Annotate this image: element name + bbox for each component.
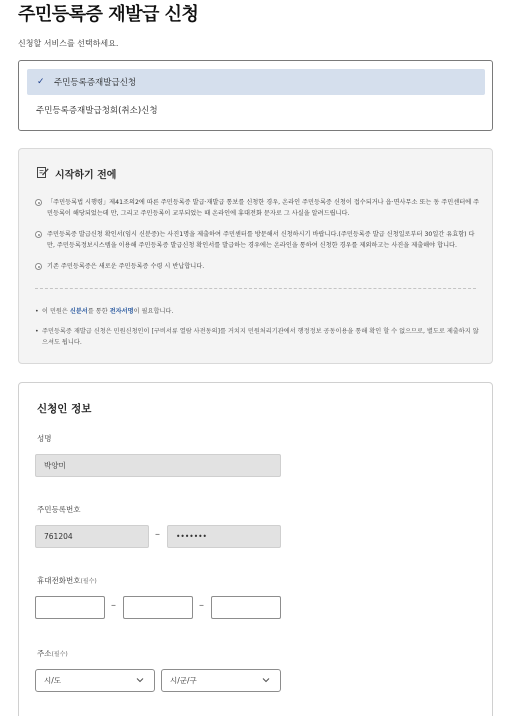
notice-bullet-text [42,306,173,317]
province-select-value: 시/도 [44,676,62,685]
name-label: 성명 [37,434,52,443]
phone-label-text: 휴대전화번호 [37,576,81,585]
name-field: 박양미 [35,454,281,477]
service-option-cancel-label: 주민등록증재발급청회(취소)신청 [36,106,158,116]
notice-item-text: 주민등록증 발급신청 확인서(임시 신분증)는 사진1명을 제출하여 주민센터를 방문해서 신청하시기 바랍니다.(주민등록증 발급 신청일로부터 30일간 유효함) 다만, 주민등록정보시스템을 이용해 주민등록증 발급신청 확인서를 발급하는 경우에는 온라인을 통하여 신청한 경우를 제외하고는 사진을 제출해야 합니다. [47,231,475,249]
notice-bullet [35,326,480,348]
required-mark: (필수) [80,578,97,585]
address-label-text: 주소 [37,649,52,658]
rrn-label: 주민등록번호 [37,505,81,514]
rrn-front-field: 761204 [35,525,149,548]
notice-bullet-text: 주민등록증 재발급 신청은 민원신청인이 [구비서류 열람 사전동의]를 거치지 민원처리기관에서 행정정보 공동이용을 통해 확인 할 수 없으므로, 별도로 제출하지 않으셔도 됩니다. [42,328,479,346]
applicant-info-panel [18,382,493,716]
district-select[interactable] [161,669,281,692]
service-selector [18,60,493,131]
phone-label [37,575,97,586]
phone-field-2[interactable] [123,596,193,619]
radio-bullet-icon [35,231,42,238]
rrn-dash: – [155,529,160,540]
radio-bullet-icon [35,263,42,270]
phone-field-1[interactable] [35,596,105,619]
edit-icon [37,166,49,181]
bullet-text-prefix: 이 민원은 [42,308,70,315]
notice-panel [18,148,493,364]
notice-item-text: 「주민등록법 시행령」제41조의2에 따른 주민등록증 발급·재발급 통보를 신청한 경우, 온라인 주민등록증 신청이 접수되거나 읍·면사무소 또는 동 주민센터에 주민등록이 해당되었는데 만, 그리고 주민등록이 교부되었는 때 온라인에 휴대전화 문자로 그 사실을 알려드립니다. [47,199,480,217]
bullet-text-suffix: 이 필요합니다. [133,308,174,315]
province-select[interactable] [35,669,155,692]
service-option-reissue-label: 주민등록증재발급신청 [54,78,137,88]
section-title: 신청인 정보 [37,403,92,415]
notice-heading-text: 시작하기 전에 [55,170,117,181]
link-certificate[interactable]: 신분서 [69,308,88,315]
notice-divider [35,288,476,289]
rrn-back-field: ••••••• [167,525,281,548]
bullet-dot: • [35,328,39,335]
chevron-down-icon [136,676,144,686]
service-option-cancel[interactable] [27,97,485,123]
check-icon: ✓ [37,77,45,87]
notice-item [35,197,480,219]
notice-item [35,261,480,272]
service-option-reissue[interactable] [27,69,485,95]
phone-dash-1: – [111,600,116,611]
bullet-dot: • [35,308,39,315]
district-select-value: 시/군/구 [170,676,197,685]
address-label [37,648,68,659]
page-title: 주민등록증 재발급 신청 [18,4,199,25]
bullet-text-mid: 를 통한 [87,308,110,315]
notice-bullet [35,306,480,317]
link-e-signature[interactable]: 전자서명 [109,308,134,315]
phone-dash-2: – [199,600,204,611]
phone-field-3[interactable] [211,596,281,619]
required-mark: (필수) [51,651,68,658]
service-instruction: 신청할 서비스를 선택하세요. [18,39,119,48]
radio-bullet-icon [35,199,42,206]
notice-item-text: 기존 주민등록증은 새로운 주민등록증 수령 시 반납합니다. [47,263,205,270]
chevron-down-icon [262,676,270,686]
notice-heading [37,166,116,181]
notice-item [35,229,480,251]
